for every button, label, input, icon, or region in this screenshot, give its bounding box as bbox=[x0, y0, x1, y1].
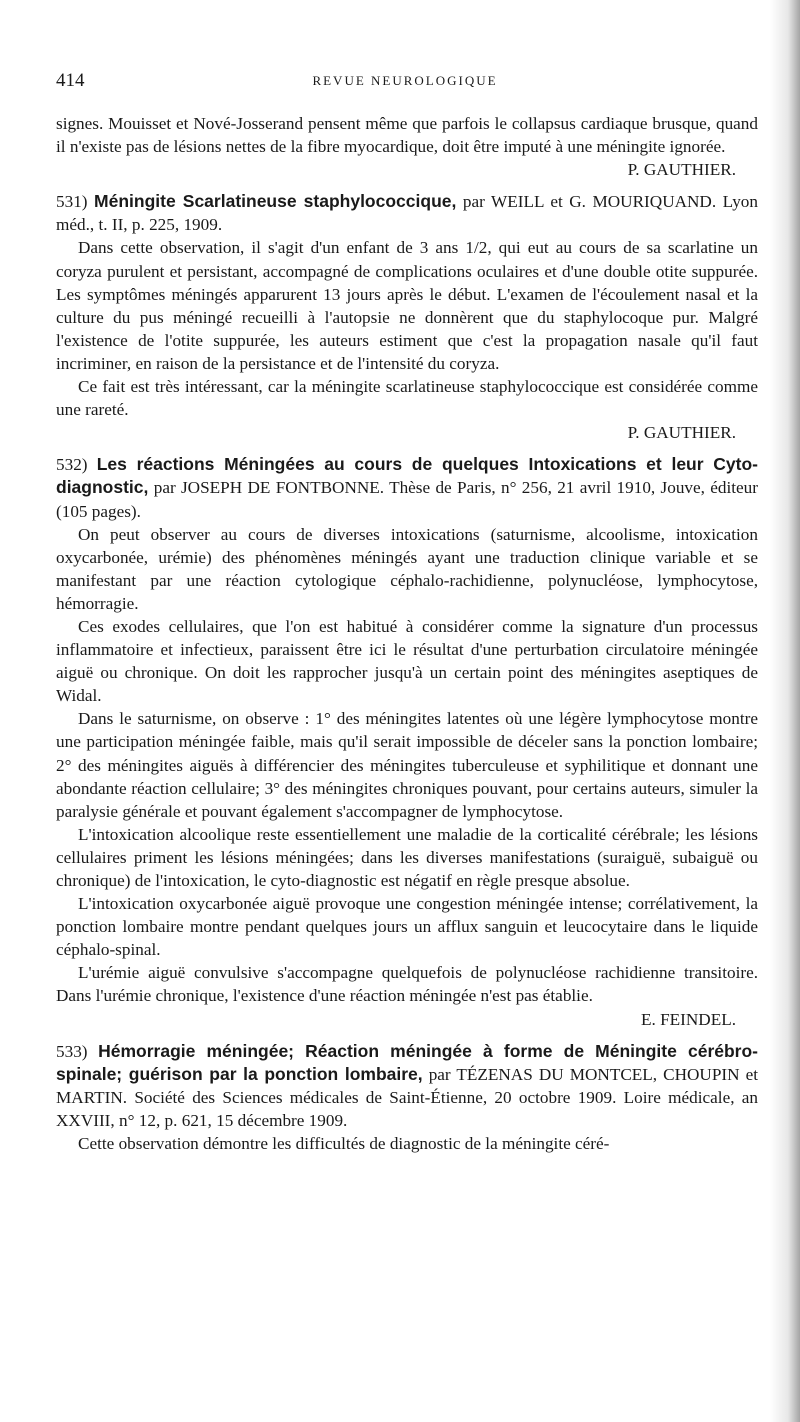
article-532-paragraph: On peut observer au cours de diverses intoxications (saturnisme, alcoolisme, intoxication oxycarbonée, urémie) des phénomènes méningés ayant une traduction clinique variable et se manifestant par une réaction cytologique céphalo-rachidienne, polynucléose, lymphocytose, hémorragie. bbox=[56, 524, 758, 613]
article-531-heading bbox=[56, 190, 758, 236]
article-531-title: Méningite Scarlatineuse staphylococcique, bbox=[94, 191, 457, 212]
article-532-paragraph: L'urémie aiguë convulsive s'accompagne quelquefois de polynucléose rachidienne transitoire. Dans l'urémie chronique, l'existence d'une réaction méningée n'est pas établie. bbox=[56, 963, 758, 1006]
article-531-number: 531) bbox=[56, 192, 88, 212]
article-532-paragraph: L'intoxication oxycarbonée aiguë provoque une congestion méningée intense; corrélativement, la ponction lombaire montre pendant quelques jours un afflux sanguin et leucocytaire dans le liquide céphalo-spinal. bbox=[56, 894, 758, 960]
page-body bbox=[56, 112, 758, 1155]
article-531-signature: P. GAUTHIER. bbox=[627, 423, 736, 443]
intro-paragraph: signes. Mouisset et Nové-Josserand pensent même que parfois le collapsus cardiaque brusque, quand il n'existe pas de lésions nettes de la fibre myocardique, doit être imputé à une méningite ignorée. bbox=[56, 114, 758, 157]
article-531-byline: par WEILL et G. MOURIQUAND. Lyon méd., t. II, p. 225, 1909. bbox=[56, 192, 758, 235]
article-532-heading bbox=[56, 453, 758, 522]
article-531-paragraph: Ce fait est très intéressant, car la méningite scarlatineuse staphylococcique est considérée comme une rareté. bbox=[56, 377, 758, 420]
article-533-heading bbox=[56, 1040, 758, 1132]
page-edge-shadow bbox=[770, 0, 800, 1422]
running-header bbox=[56, 70, 754, 96]
article-532-paragraph: Dans le saturnisme, on observe : 1° des méningites latentes où une légère lymphocytose montre une participation méningée faible, mais qu'il serait impossible de déceler sans la ponction lombaire; 2° des méningites aiguës à différencier des méningites tuberculeuse et syphilitique et donnant une abondante réaction cellulaire; 3° des méningites chroniques pouvant, pour certains auteurs, simuler la paralysie générale et pouvant également s'accompagner de lymphocytose. bbox=[56, 709, 758, 821]
article-532-byline: par JOSEPH DE FONTBONNE. Thèse de Paris, n° 256, 21 avril 1910, Jouve, éditeur (105 pages). bbox=[56, 478, 759, 521]
article-533-paragraph: Cette observation démontre les difficultés de diagnostic de la méningite céré- bbox=[78, 1134, 610, 1154]
page-number: 414 bbox=[56, 70, 85, 91]
article-532-signature: E. FEINDEL. bbox=[641, 1009, 736, 1029]
article-532-paragraph: L'intoxication alcoolique reste essentiellement une maladie de la corticalité cérébrale; les lésions cellulaires priment les lésions méningées; dans les diverses manifestations (suraiguë, subaiguë ou chronique) de l'intoxication, le cyto-diagnostic est négatif en règle presque absolue. bbox=[56, 824, 758, 890]
article-532-title: Les réactions Méningées au cours de quelques Intoxications et leur Cyto-diagnostic, bbox=[56, 454, 758, 498]
article-532-number: 532) bbox=[56, 455, 88, 475]
article-531-paragraph: Dans cette observation, il s'agit d'un enfant de 3 ans 1/2, qui eut au cours de sa scarlatine un coryza purulent et persistant, accompagné de complications oculaires et d'une double otite suppurée. Les symptômes méningés apparurent 13 jours après le début. L'examen de l'écoulement nasal et la culture du pus méningé recueilli à l'autopsie ne donnèrent que du staphylocoque pur. Malgré l'existence de l'otite suppurée, les auteurs estiment que c'est la propagation nasale qu'il faut incriminer, en raison de la persistance et de l'intensité du coryza. bbox=[56, 238, 758, 373]
journal-title: REVUE NEUROLOGIQUE bbox=[312, 73, 498, 88]
intro-signature: P. GAUTHIER. bbox=[627, 160, 736, 180]
article-533-number: 533) bbox=[56, 1041, 88, 1061]
article-533-title: Hémorragie méningée; Réaction méningée à forme de Méningite cérébro-spinale; guérison par la ponction lombaire, bbox=[56, 1040, 759, 1084]
article-532-paragraph: Ces exodes cellulaires, que l'on est habitué à considérer comme la signature d'un processus inflammatoire et infectieux, paraissent être ici le résultat d'une perturbation circulatoire méningée aiguë ou chronique. On doit les rapprocher jusqu'à un certain point des méningites aseptiques de Widal. bbox=[56, 616, 758, 706]
article-533-byline: par TÉZENAS DU MONTCEL, CHOUPIN et MARTIN. Société des Sciences médicales de Saint-Étienne, 20 octobre 1909. Loire médicale, an XXVIII, n° 12, p. 621, 15 décembre 1909. bbox=[56, 1064, 758, 1130]
